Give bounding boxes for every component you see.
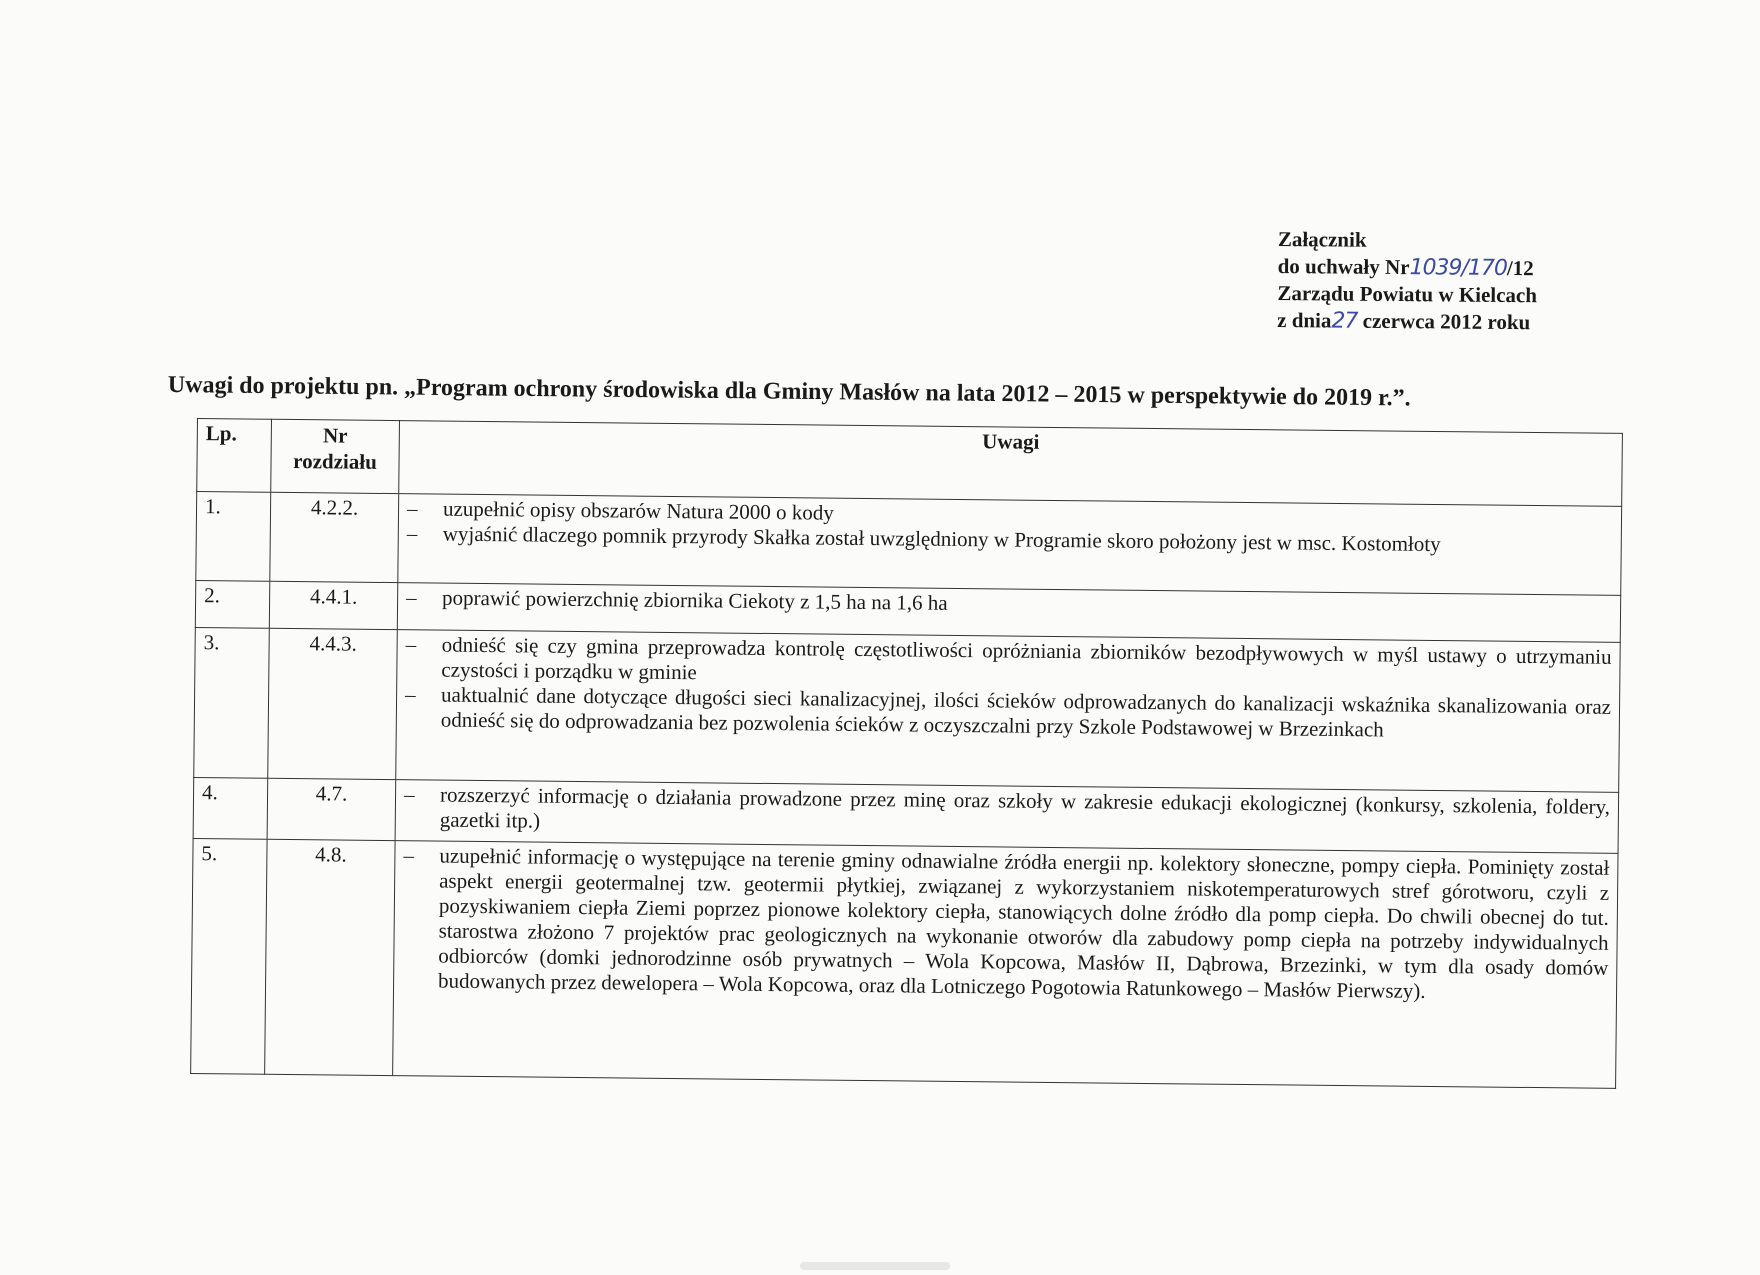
row-number: 4. — [193, 777, 268, 839]
remark-text: poprawić powierzchnię zbiornika Ciekoty z 1,5 ha na 1,6 ha — [442, 585, 948, 615]
remark-text: rozszerzyć informację o działania prowadzone przez minę oraz szkoły w zakresie edukacji ekologicznej (konkursy, szkolenia, foldery, gazetki itp.) — [439, 782, 1611, 833]
resolution-number-line — [1278, 253, 1538, 282]
bullet-dash: – — [403, 782, 415, 807]
date-prefix: z dnia — [1277, 307, 1332, 333]
table-row — [196, 492, 1622, 596]
row-number: 5. — [191, 838, 267, 1074]
bullet-dash: – — [405, 632, 417, 657]
chapter-number: 4.4.3. — [268, 628, 398, 779]
remarks-cell — [393, 841, 1618, 1089]
remark-text: odnieść się czy gmina przeprowadza kontrolę częstotliwości opróżniania zbiorników bezodpływowych w myśl ustawy o utrzymaniu czystości i porządku w gminie — [441, 632, 1612, 685]
remarks-table-wrap — [190, 418, 1623, 1089]
table-row — [191, 838, 1618, 1088]
remark-text: uzupełnić informację o występujące na terenie gminy odnawialne źródła energii np. kolektory słoneczne, pompy ciepła. Pominięty został aspekt energii geotermalnej tzw. geotermii płytkiej, związanej z wykorzystaniem niskotemperaturowych stref górotworu, czyli z pozyskiwaniem ciepła Ziemi poprzez pionowe kolektory ciepła, stanowiących dolne źródło dla pomp ciepła. Do chwili obecnej do tut. starostwa złożono 7 projektów prac geologicznych na wykonanie otworów dla zabudowy pomp ciepła na potrzeby indywidualnych odbiorców (domki jednorodzinne osób prywatnych – Wola Kopcowa, Masłów II, Dąbrowa, Brzezinki, w tym dla osady domów budowanych przez dewelopera – Wola Kopcowa, oraz dla Lotniczego Pogotowia Ratunkowego – Masłów Pierwszy). — [437, 843, 1610, 1003]
handwritten-resolution-number: 1039/170 — [1409, 255, 1508, 281]
bullet-dash: – — [406, 521, 418, 546]
attachment-label: Załącznik — [1277, 226, 1367, 252]
bullet-dash: – — [406, 585, 417, 610]
handwritten-day: 27 — [1331, 308, 1358, 334]
date-suffix: czerwca 2012 roku — [1357, 308, 1531, 335]
remark-text: wyjaśnić dlaczego pomnik przyrody Skałka został uwzględniony w Programie skoro położony jest w msc. Kostomłoty — [442, 521, 1441, 557]
header-remarks: Uwagi — [399, 421, 1623, 507]
bullet-dash: – — [406, 496, 418, 521]
chapter-number: 4.7. — [267, 778, 396, 840]
bullet-dash: – — [404, 682, 416, 707]
row-number: 3. — [194, 627, 270, 778]
resolution-suffix: /12 — [1506, 255, 1534, 281]
chapter-number: 4.8. — [265, 839, 395, 1075]
resolution-prefix: do uchwały Nr — [1277, 253, 1410, 280]
table-row — [194, 627, 1620, 792]
remark-item — [402, 843, 1610, 1006]
attachment-header — [1277, 226, 1538, 336]
row-number: 1. — [196, 492, 271, 582]
chapter-number: 4.2.2. — [270, 492, 399, 582]
chapter-number: 4.4.1. — [269, 581, 397, 629]
document-title: Uwagi do projektu pn. „Program ochrony środowiska dla Gminy Masłów na lata 2012 – 2015 w perspektywie do 2019 r.”. — [167, 372, 1411, 412]
scan-smudge — [800, 1262, 950, 1270]
header-chapter-number: Nr rozdziału — [271, 419, 400, 493]
remark-text: uaktualnić dane dotyczące długości sieci kanalizacyjnej, ilości ścieków odprowadzanych do kanalizacji wskaźnika skanalizowania oraz odnieść się do odprowadzania bez pozwolenia ścieków z oczyszczalni przy Szkole Podstawowej w Brzezinkach — [440, 682, 1612, 742]
header-lp: Lp. — [197, 419, 272, 493]
remarks-table — [190, 418, 1623, 1089]
bullet-dash: – — [403, 843, 415, 868]
resolution-date-line — [1277, 307, 1537, 336]
remark-text: uzupełnić opisy obszarów Natura 2000 o kody — [442, 496, 834, 525]
remark-item — [404, 782, 1610, 845]
remarks-cell — [396, 630, 1621, 793]
row-number: 2. — [195, 580, 269, 628]
remarks-cell — [398, 494, 1622, 596]
issuing-body: Zarządu Powiatu w Kielcach — [1277, 280, 1538, 308]
